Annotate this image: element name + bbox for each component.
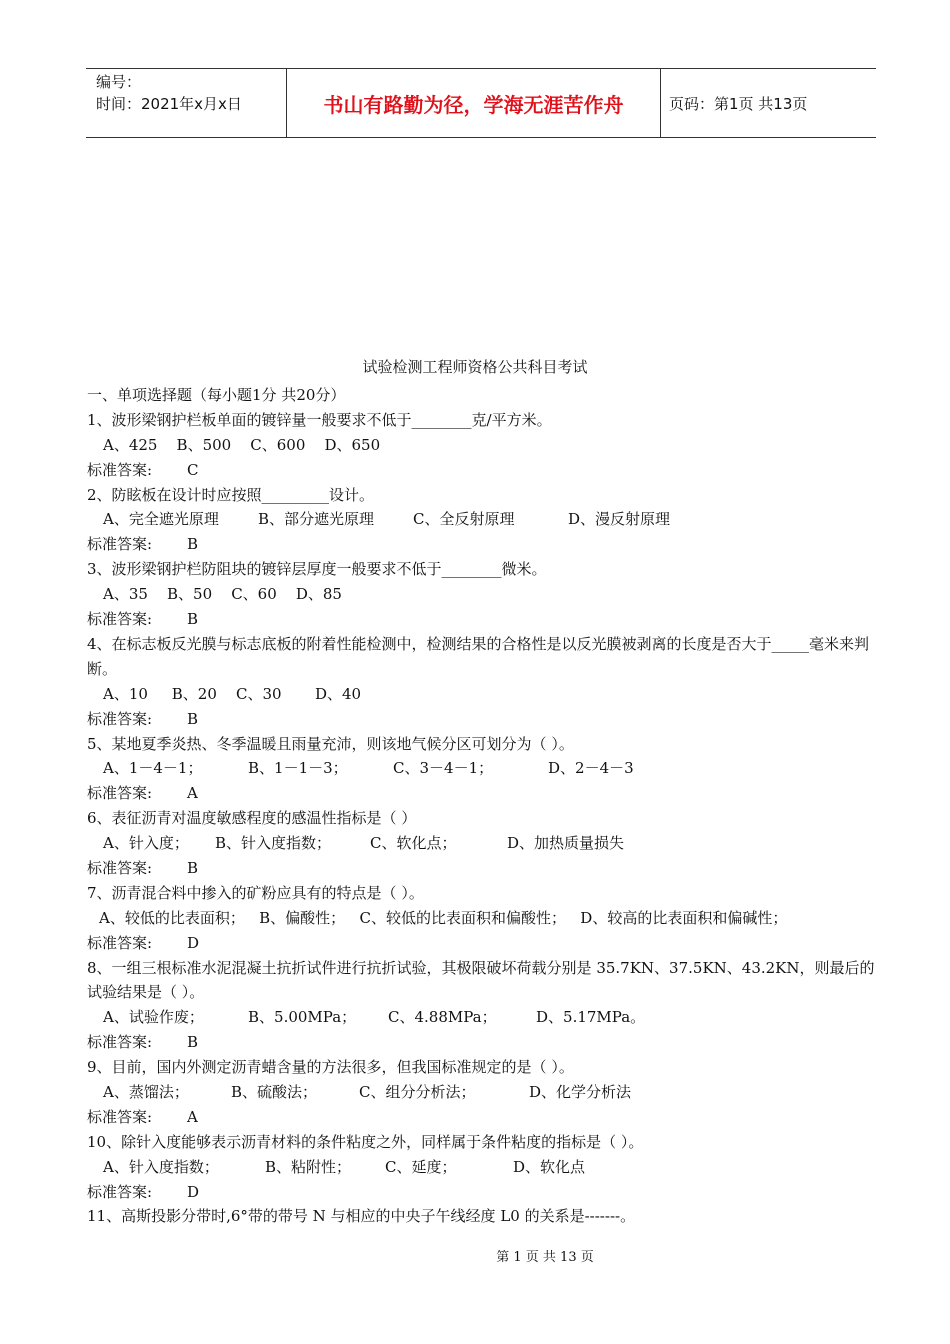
option: C、延度；: [385, 1157, 457, 1176]
option: D、软化点: [513, 1157, 586, 1176]
option: D、40: [314, 684, 362, 703]
question-list: [87, 383, 879, 1229]
answer-label: 标准答案:: [87, 1107, 153, 1126]
option: A、35: [103, 585, 148, 604]
answer-label: 标准答案:: [87, 1033, 153, 1052]
document-title: 试验检测工程师资格公共科目考试: [362, 358, 588, 376]
answer-row: [87, 607, 879, 632]
question-text: 1、波形梁钢护栏板单面的镀锌量一般要求不低于________克/平方米。: [87, 410, 552, 429]
option: A、针入度指数；: [103, 1157, 219, 1176]
answer-label: 标准答案:: [87, 784, 153, 803]
answer-value: A: [187, 1107, 198, 1126]
header-page-label: 页码：第1页 共13页: [669, 94, 808, 113]
answer-label: 标准答案:: [87, 858, 153, 877]
header-motto: 书山有路勤为径，学海无涯苦作舟: [323, 92, 624, 117]
option: A、1－4－1；: [103, 759, 203, 778]
option: A、10: [103, 684, 148, 703]
question-text: 5、某地夏季炎热、冬季温暖且雨量充沛，则该地气候分区可划分为（ ）。: [87, 734, 574, 753]
answer-value: C: [187, 460, 199, 479]
question-text: 7、沥青混合料中掺入的矿粉应具有的特点是（ ）。: [87, 883, 424, 902]
question-text: 6、表征沥青对温度敏感程度的感温性指标是（ ）: [87, 809, 417, 828]
answer-row: [87, 856, 879, 881]
answer-label: 标准答案:: [87, 610, 153, 629]
option: A、完全遮光原理: [103, 510, 219, 529]
option: B、硫酸法；: [231, 1083, 318, 1101]
question-text: 4、在标志板反光膜与标志底板的附着性能检测中，检测结果的合格性是以反光膜被剥离的长度是否大于_____毫米来判断。: [87, 634, 870, 678]
option: B、5.00MPa；: [248, 1008, 357, 1027]
option: B、部分遮光原理: [258, 510, 375, 529]
option: D、较高的比表面积和偏碱性；: [580, 908, 788, 927]
question-options: [87, 582, 879, 607]
answer-row: [87, 532, 879, 557]
question-options: [87, 756, 879, 781]
option: D、2－4－3: [548, 759, 634, 778]
question-text: 9、目前，国内外测定沥青蜡含量的方法很多，但我国标准规定的是（ ）。: [87, 1058, 574, 1077]
option: C、3－4－1；: [393, 759, 494, 778]
option: D、5.17MPa。: [536, 1008, 646, 1027]
question-text: 2、防眩板在设计时应按照_________设计。: [87, 485, 375, 504]
option: B、500: [176, 435, 232, 454]
question-text: 8、一组三根标准水泥混凝土抗折试件进行抗折试验，其极限破坏荷载分别是 35.7KN、37.5KN、43.2KN，则最后的试验结果是（ ）。: [87, 958, 875, 1002]
header-divider: [660, 69, 661, 137]
answer-value: A: [187, 784, 198, 803]
question-text: 11、高斯投影分带时,6°带的带号 N 与相应的中央子午线经度 L0 的关系是-------。: [87, 1207, 636, 1226]
question-options: [87, 1080, 879, 1105]
option: C、600: [250, 435, 306, 454]
answer-value: B: [187, 1033, 199, 1052]
question-options: [87, 1155, 879, 1180]
option: C、60: [231, 585, 277, 604]
option: C、4.88MPa；: [388, 1008, 497, 1027]
option: B、针入度指数；: [215, 834, 332, 853]
question-options: [87, 1005, 879, 1030]
answer-label: 标准答案:: [87, 460, 153, 479]
answer-value: D: [187, 1182, 200, 1201]
answer-row: [87, 707, 879, 732]
option: C、较低的比表面积和偏酸性；: [359, 908, 566, 927]
question-text: 10、除针入度能够表示沥青材料的条件粘度之外，同样属于条件粘度的指标是（ ）。: [87, 1132, 644, 1151]
option: D、加热质量损失: [507, 834, 625, 853]
answer-value: B: [187, 858, 199, 877]
option: D、漫反射原理: [568, 510, 671, 529]
answer-value: B: [187, 535, 199, 554]
question-options: [87, 831, 879, 856]
option: B、偏酸性；: [259, 908, 346, 927]
option: D、化学分析法: [529, 1083, 632, 1101]
section-heading: 一、单项选择题（每小题1分 共20分）: [87, 386, 346, 404]
page-footer: 第 1 页 共 13 页: [496, 1250, 594, 1265]
option: A、针入度；: [103, 834, 189, 853]
answer-value: B: [187, 610, 199, 629]
option: D、650: [324, 435, 381, 454]
answer-label: 标准答案:: [87, 933, 153, 952]
option: C、组分分析法；: [359, 1083, 476, 1101]
option: D、85: [295, 585, 342, 604]
answer-value: B: [187, 709, 199, 728]
option: A、试验作废；: [103, 1008, 204, 1027]
option: C、全反射原理: [413, 510, 515, 529]
page-header: [86, 68, 876, 138]
option: B、20: [171, 684, 217, 703]
option: C、30: [235, 684, 282, 703]
answer-row: [87, 458, 879, 483]
question-text: 3、波形梁钢护栏防阻块的镀锌层厚度一般要求不低于________微米。: [87, 560, 547, 579]
option: A、425: [103, 435, 158, 454]
option: B、粘附性；: [265, 1157, 352, 1176]
option: C、软化点；: [370, 834, 457, 853]
answer-row: [87, 931, 879, 956]
question-options: [87, 507, 879, 532]
answer-row: [87, 1105, 879, 1130]
answer-value: D: [187, 933, 200, 952]
question-options: [87, 682, 879, 707]
number-label: 编号：: [96, 73, 142, 91]
question-options: [87, 906, 879, 931]
answer-row: [87, 1180, 879, 1205]
answer-label: 标准答案:: [87, 709, 153, 728]
question-options: [87, 433, 879, 458]
header-meta: [96, 71, 286, 115]
option: A、较低的比表面积；: [99, 908, 245, 927]
option: B、1－1－3；: [248, 759, 348, 778]
time-label: 时间：2021年x月x日: [96, 95, 242, 113]
option: A、蒸馏法；: [103, 1083, 189, 1101]
option: B、50: [167, 585, 213, 604]
answer-label: 标准答案:: [87, 1182, 153, 1201]
answer-label: 标准答案:: [87, 535, 153, 554]
answer-row: [87, 781, 879, 806]
answer-row: [87, 1030, 879, 1055]
